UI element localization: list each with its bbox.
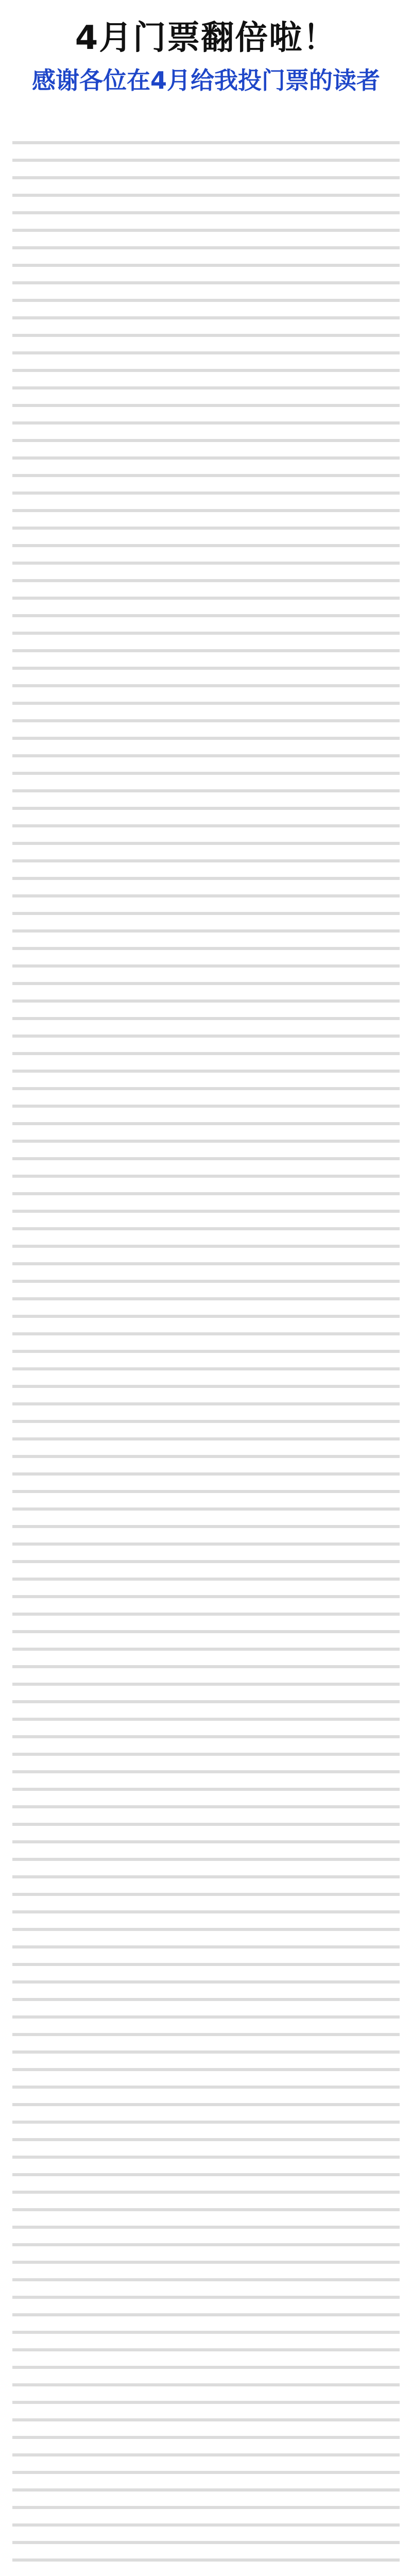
header bbox=[0, 0, 412, 124]
thank-you-list bbox=[12, 134, 400, 2576]
body-text-placeholder bbox=[12, 134, 400, 2576]
header-subtitle: 感谢各位在4月给我投门票的读者 bbox=[31, 66, 380, 94]
header-title: 4月门票翻倍啦！ bbox=[75, 19, 337, 57]
